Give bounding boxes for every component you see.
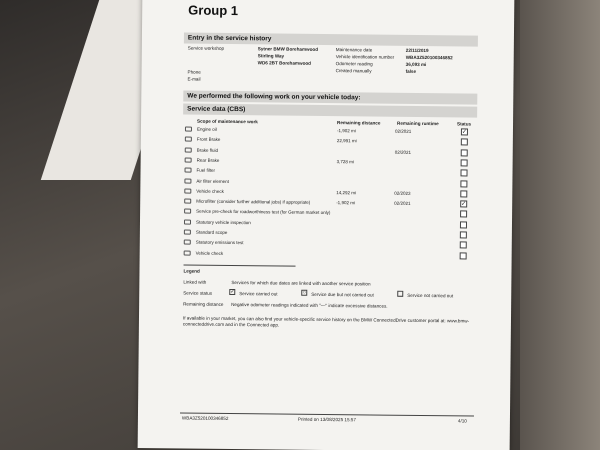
legend-title: Legend bbox=[183, 268, 200, 274]
maintenance-item-name: Air filter element bbox=[196, 178, 229, 184]
status-checkbox bbox=[460, 221, 467, 228]
status-checkbox bbox=[460, 180, 467, 187]
statutory-inspection-icon bbox=[184, 219, 191, 224]
standard-scope-icon bbox=[184, 230, 191, 235]
legend-status-due: Service due but not carried out bbox=[311, 291, 374, 298]
group-title: Group 1 bbox=[188, 2, 239, 19]
entry-label-phone: Phone bbox=[187, 69, 201, 75]
maintenance-item-name: Engine oil bbox=[196, 126, 217, 132]
maintenance-item-name: Statutory emissions test bbox=[195, 239, 244, 246]
maintenance-item-name: Vehicle check bbox=[195, 250, 224, 256]
entry-label-workshop: Service workshop bbox=[187, 45, 225, 51]
status-checkbox bbox=[461, 139, 468, 146]
emissions-test-icon bbox=[184, 240, 191, 245]
cbs-section-header: Service data (CBS) bbox=[183, 103, 477, 117]
engine-oil-icon bbox=[185, 127, 192, 132]
status-checkbox bbox=[460, 190, 467, 197]
roadworthiness-icon bbox=[184, 209, 191, 214]
maintenance-item-name: Front Brake bbox=[196, 136, 221, 143]
maintenance-item-name: Standard scope bbox=[195, 229, 228, 235]
maintenance-item-name: Microfilter (consider further additional jobs) if appropriate) bbox=[196, 198, 311, 205]
workshop-line-1: Sytner BMW Borehamwood bbox=[257, 46, 319, 52]
front-brake-icon bbox=[185, 137, 192, 142]
maintenance-item-name: Rear Brake bbox=[196, 157, 220, 163]
document-sheet bbox=[138, 0, 515, 450]
legend-status-done: Service carried out bbox=[239, 291, 278, 297]
remaining-runtime: 02/2021 bbox=[394, 149, 412, 155]
column-header-status: Status bbox=[457, 121, 472, 127]
column-header-distance: Remaining distance bbox=[337, 120, 381, 126]
legend-status-not: Service not carried out bbox=[407, 292, 454, 299]
legend-linked-label: Linked with bbox=[183, 279, 207, 285]
status-checkbox bbox=[460, 170, 467, 177]
air-filter-icon bbox=[184, 178, 191, 183]
work-section-header: We performed the following work on your vehicle today: bbox=[183, 90, 477, 104]
microfilter-icon bbox=[184, 199, 191, 204]
status-checkbox: ✓ bbox=[461, 129, 468, 136]
vehicle-check-icon bbox=[184, 188, 191, 193]
maintenance-item-name: Service pre-check for roadworthiness test (for German market only) bbox=[196, 209, 331, 216]
status-checkbox bbox=[460, 231, 467, 238]
fuel-filter-icon bbox=[185, 168, 192, 173]
legend-not-done-box bbox=[397, 291, 403, 297]
brake-fluid-icon bbox=[185, 147, 192, 152]
legend-status-label: Service status bbox=[183, 290, 213, 296]
legend-linked-text: Services for which due dates are linked with another service position bbox=[231, 280, 371, 287]
legend-checked-box: ✓ bbox=[230, 289, 235, 296]
status-checkbox bbox=[461, 159, 468, 166]
value-created-manually: false bbox=[405, 68, 417, 74]
entry-section-header: Entry in the service history bbox=[184, 33, 478, 47]
remaining-runtime: 02/2021 bbox=[394, 128, 412, 134]
remaining-distance: 3,728 mi bbox=[336, 158, 354, 165]
entry-label-odometer: Odometer reading bbox=[335, 61, 373, 67]
status-checkbox: ✓ bbox=[461, 201, 467, 208]
value-vin: WBA3Z520100346852 bbox=[405, 54, 453, 61]
entry-label-vin: Vehicle identification number bbox=[335, 54, 395, 60]
footer-page-number: 4/10 bbox=[457, 418, 467, 424]
value-odometer: 36,093 mi bbox=[405, 61, 427, 68]
entry-label-maintenance-date: Maintenance date bbox=[335, 47, 373, 53]
remaining-distance: -1,902 mi bbox=[336, 200, 355, 206]
column-header-runtime: Remaining runtime bbox=[397, 120, 439, 127]
footer-vin: WBA3Z520100346852 bbox=[181, 415, 229, 421]
remaining-runtime: 02/2023 bbox=[394, 190, 411, 196]
legend-divider bbox=[184, 265, 296, 267]
status-checkbox bbox=[460, 252, 467, 259]
maintenance-item-name: Vehicle check bbox=[196, 188, 224, 194]
maintenance-item-name: Statutory vehicle inspection bbox=[195, 219, 251, 225]
legend-remaining-label: Remaining distance bbox=[183, 301, 224, 307]
status-checkbox bbox=[461, 149, 468, 156]
vehicle-check-2-icon bbox=[184, 250, 191, 255]
remaining-distance: 22,991 mi bbox=[336, 138, 357, 144]
workshop-line-3: WD6 2BT Borehamwood bbox=[257, 60, 312, 66]
remaining-distance: -1,902 mi bbox=[336, 128, 356, 134]
legend-remaining-text: Negative odometer readings indicated with "—" indicate excessive distances. bbox=[231, 302, 388, 309]
table-row bbox=[184, 249, 474, 261]
maintenance-item-name: Brake fluid bbox=[196, 147, 219, 153]
remaining-distance: 14,292 mi bbox=[336, 189, 357, 196]
status-checkbox bbox=[460, 242, 467, 249]
entry-label-created-manually: Created manually bbox=[335, 68, 372, 74]
column-header-scope: Scope of maintenance work bbox=[197, 118, 258, 125]
legend-due-box: ○ bbox=[302, 289, 306, 296]
entry-label-email: E-mail bbox=[187, 76, 201, 82]
rear-brake-icon bbox=[185, 157, 192, 162]
background-right-edge bbox=[520, 0, 600, 450]
portal-note: If available in your market, you can also find your vehicle-specific service history on the BMW ConnectedDrive customer portal at: www.bmw-connecteddrive.com and in the Connected app. bbox=[182, 315, 470, 328]
footer-printed: Printed on 13/08/2025 15:57 bbox=[297, 416, 356, 423]
workshop-line-2: Stirling Way bbox=[257, 53, 285, 59]
status-checkbox bbox=[460, 211, 467, 218]
maintenance-item-name: Fuel filter bbox=[196, 167, 216, 174]
value-maintenance-date: 22/11/2019 bbox=[405, 47, 429, 54]
remaining-runtime: 02/2021 bbox=[394, 200, 411, 206]
